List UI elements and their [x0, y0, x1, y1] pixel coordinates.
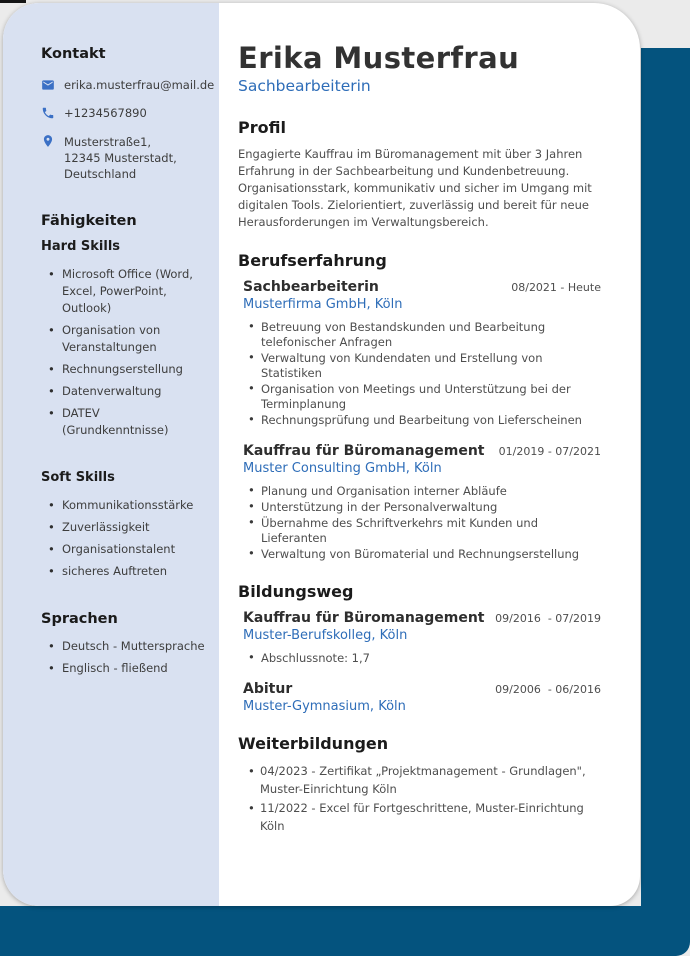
contact-email: erika.musterfrau@mail.de	[64, 78, 215, 92]
frame-bottom-panel	[0, 906, 660, 956]
frame-right-panel	[641, 48, 690, 956]
entry-school: Muster-Berufskolleg, Köln	[243, 628, 408, 643]
skills-heading: Fähigkeiten	[41, 213, 137, 229]
list-item: • Betreuung von Bestandskunden und Bearbeitung telefonischer Anfragen	[248, 320, 601, 350]
list-item: • Rechnungserstellung	[48, 361, 206, 378]
languages-section	[41, 611, 206, 677]
list-item: • Verwaltung von Büromaterial und Rechnungserstellung	[248, 547, 601, 562]
soft-skills-list	[41, 497, 206, 580]
address-line: Musterstraße1,	[64, 135, 152, 149]
soft-skills-heading: Soft Skills	[41, 470, 115, 485]
training-section	[238, 734, 601, 835]
entry-title: Sachbearbeiterin	[243, 279, 379, 295]
entry-title: Abitur	[243, 681, 293, 697]
profile-heading: Profil	[238, 118, 286, 137]
list-item: • DATEV (Grundkenntnisse)	[48, 405, 206, 439]
contact-phone-row	[41, 106, 206, 123]
entry-date: 08/2021 - Heute	[511, 281, 601, 294]
entry-date: 09/2006 - 06/2016	[495, 683, 601, 696]
entry-bullets	[243, 320, 601, 428]
education-entry	[243, 681, 601, 714]
list-item: • Verwaltung von Kundendaten und Erstellung von Statistiken	[248, 351, 601, 381]
main-content	[219, 3, 640, 906]
training-list	[238, 762, 601, 835]
email-icon	[41, 78, 55, 95]
list-item: • Planung und Organisation interner Abläufe	[248, 484, 601, 499]
list-item: • 11/2022 - Excel für Fortgeschrittene, Muster-Einrichtung Köln	[248, 799, 601, 835]
list-item: • Kommunikationsstärke	[48, 497, 206, 514]
entry-company: Musterfirma GmbH, Köln	[243, 297, 403, 312]
list-item: • sicheres Auftreten	[48, 563, 206, 580]
entry-date: 09/2016 - 07/2019	[495, 612, 601, 625]
entry-bullets	[243, 651, 601, 666]
list-item: • Deutsch - Muttersprache	[48, 638, 206, 655]
sidebar	[3, 3, 219, 906]
contact-heading: Kontakt	[41, 46, 106, 62]
list-item: • Microsoft Office (Word, Excel, PowerPoint, Outlook)	[48, 266, 206, 317]
experience-entry	[243, 279, 601, 428]
contact-email-row	[41, 78, 215, 95]
education-section	[238, 582, 601, 714]
entry-bullets	[243, 484, 601, 562]
list-item: • Abschlussnote: 1,7	[248, 651, 601, 666]
list-item: • Organisationstalent	[48, 541, 206, 558]
experience-heading: Berufserfahrung	[238, 251, 387, 270]
contact-phone: +1234567890	[64, 106, 147, 120]
contact-address	[64, 134, 177, 182]
list-item: • Datenverwaltung	[48, 383, 206, 400]
entry-title: Kauffrau für Büromanagement	[243, 610, 485, 626]
languages-heading: Sprachen	[41, 611, 118, 627]
entry-header	[243, 610, 601, 626]
list-item: • Organisation von Meetings und Unterstützung bei der Terminplanung	[248, 382, 601, 412]
education-heading: Bildungsweg	[238, 582, 354, 601]
languages-list	[41, 638, 206, 677]
list-item: • Zuverlässigkeit	[48, 519, 206, 536]
entry-header	[243, 681, 601, 697]
address-line: 12345 Musterstadt,	[64, 151, 177, 165]
entry-title: Kauffrau für Büromanagement	[243, 443, 485, 459]
top-edge-mark	[0, 0, 26, 3]
contact-address-row	[41, 134, 206, 182]
list-item: • Englisch - fließend	[48, 660, 206, 677]
entry-company: Muster Consulting GmbH, Köln	[243, 461, 442, 476]
entry-header	[243, 279, 601, 295]
experience-section	[238, 251, 601, 562]
training-heading: Weiterbildungen	[238, 734, 389, 753]
list-item: • Organisation von Veranstaltungen	[48, 322, 206, 356]
address-line: Deutschland	[64, 167, 137, 181]
entry-date: 01/2019 - 07/2021	[498, 445, 601, 458]
list-item: • Rechnungsprüfung und Bearbeitung von Lieferscheinen	[248, 413, 601, 428]
list-item: • Unterstützung in der Personalverwaltung	[248, 500, 601, 515]
hard-skills-list	[41, 266, 206, 439]
resume-card	[3, 3, 640, 906]
education-entry	[243, 610, 601, 666]
soft-skills-section	[41, 470, 206, 580]
entry-header	[243, 443, 601, 459]
experience-entry	[243, 443, 601, 562]
list-item: • 04/2023 - Zertifikat „Projektmanagement - Grundlagen", Muster-Einrichtung Köln	[248, 762, 601, 798]
person-name: Erika Musterfrau	[238, 41, 520, 75]
profile-section	[238, 118, 601, 231]
skills-section	[41, 213, 206, 439]
hard-skills-heading: Hard Skills	[41, 239, 121, 254]
list-item: • Übernahme des Schriftverkehrs mit Kunden und Lieferanten	[248, 516, 601, 546]
profile-text: Engagierte Kauffrau im Büromanagement mit über 3 Jahren Erfahrung in der Sachbearbeitung und Kundenbetreuung. Organisationsstark, kommunikativ und sicher im Umgang mit digitalen Tools. Zielorientiert, zuverlässig und bereit für neue Herausforderungen im Verwaltungsbereich.	[238, 147, 592, 229]
entry-school: Muster-Gymnasium, Köln	[243, 699, 406, 714]
phone-icon	[41, 106, 55, 123]
location-icon	[41, 134, 55, 151]
person-job-title: Sachbearbeiterin	[238, 77, 371, 95]
